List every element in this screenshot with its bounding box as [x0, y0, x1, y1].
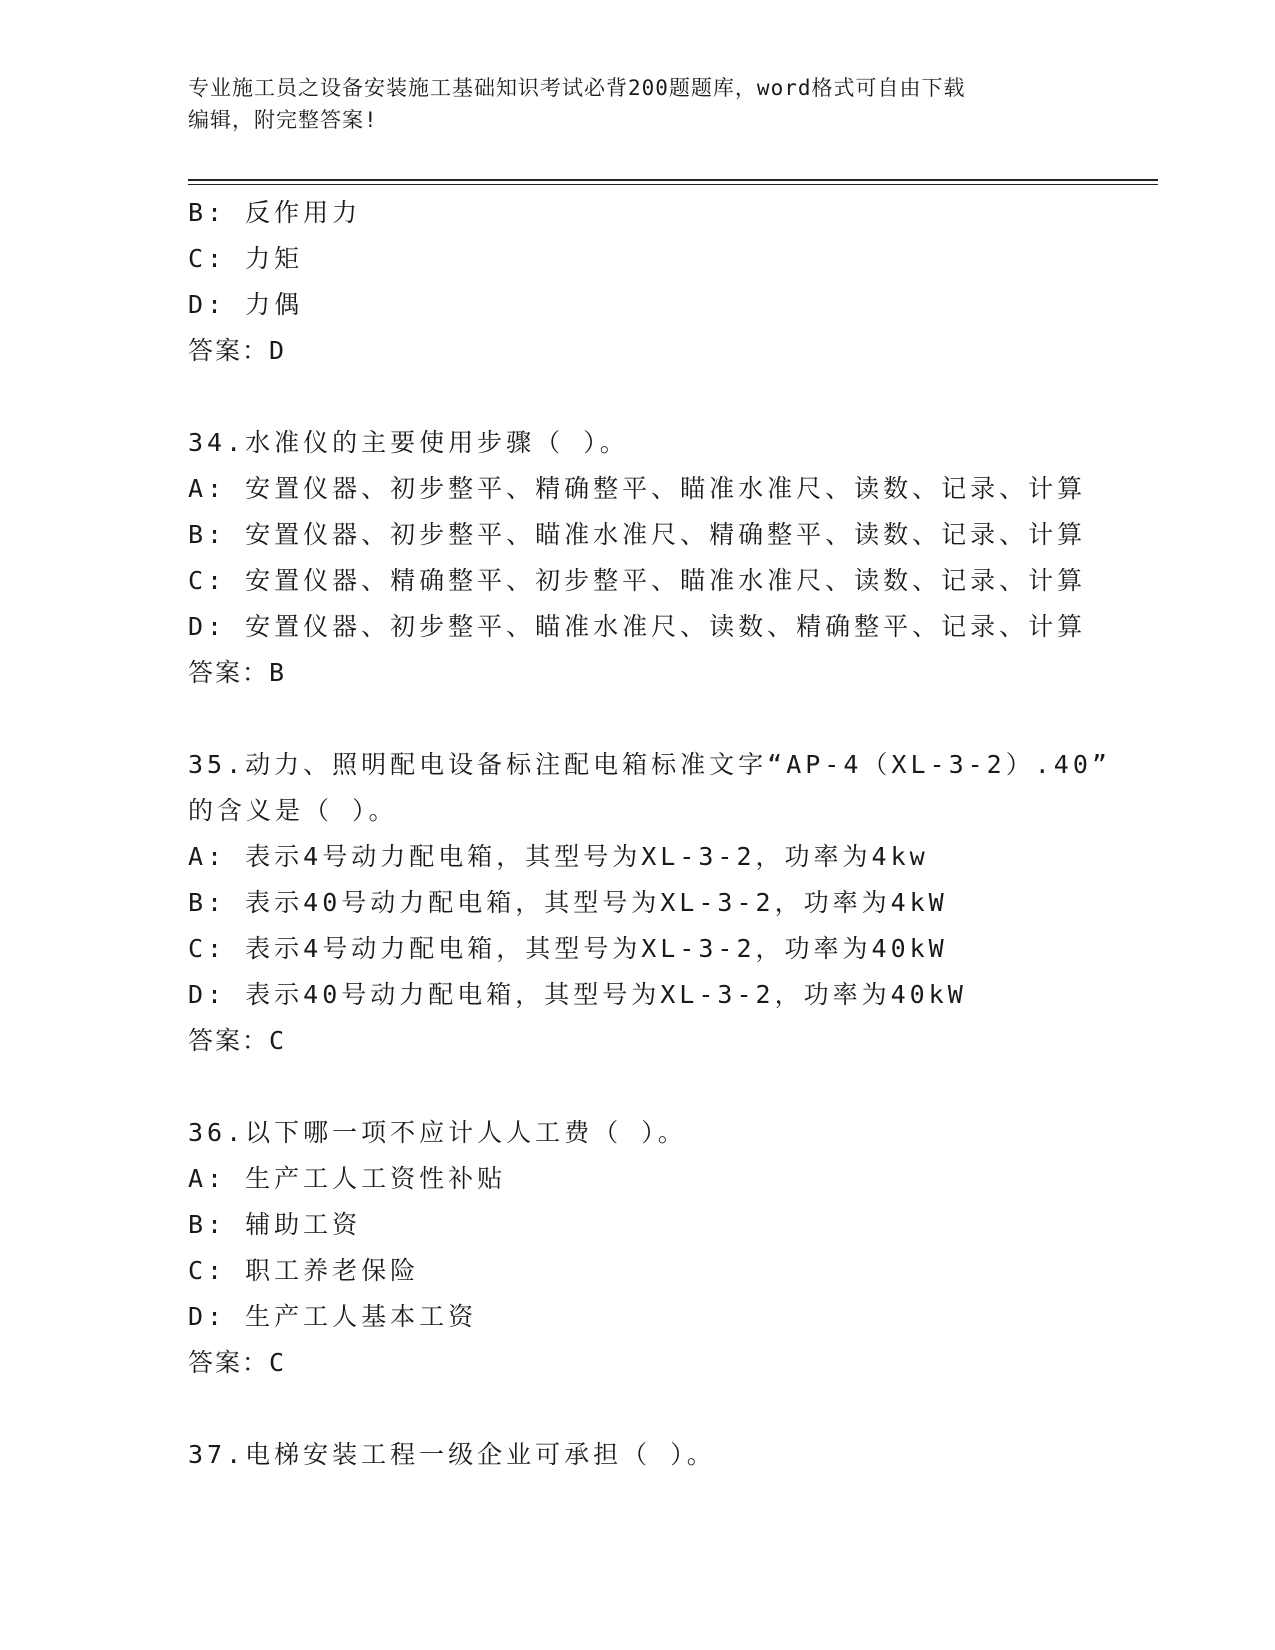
- question-37: [188, 1432, 1188, 1478]
- question-text-line-1: 35.动力、照明配电设备标注配电箱标准文字“AP-4（XL-3-2）.40”: [188, 750, 1111, 779]
- option-c: C: 力矩: [188, 244, 304, 273]
- question-text-line-2: 的含义是（ ）。: [188, 796, 398, 825]
- option-b: B: 辅助工资: [188, 1210, 362, 1239]
- option-b: B: 安置仪器、初步整平、瞄准水准尺、精确整平、读数、记录、计算: [188, 520, 1087, 549]
- option-d: D: 力偶: [188, 290, 304, 319]
- option-c: C: 职工养老保险: [188, 1256, 420, 1285]
- option-d: D: 生产工人基本工资: [188, 1302, 478, 1331]
- question-text: 34.水准仪的主要使用步骤（ ）。: [188, 428, 629, 457]
- question-36: [188, 1110, 1188, 1386]
- header-divider-thin: [188, 184, 1158, 185]
- question-text: 36.以下哪一项不应计人人工费（ ）。: [188, 1118, 687, 1147]
- option-a: A: 生产工人工资性补贴: [188, 1164, 507, 1193]
- option-c: C: 表示4号动力配电箱，其型号为XL-3-2，功率为40kW: [188, 934, 948, 963]
- question-text: 37.电梯安装工程一级企业可承担（ ）。: [188, 1440, 716, 1469]
- option-b: B: 表示40号动力配电箱，其型号为XL-3-2，功率为4kW: [188, 888, 948, 917]
- header-title-line-1: 专业施工员之设备安装施工基础知识考试必背200题题库，word格式可自由下载: [188, 76, 966, 100]
- question-list: [188, 190, 1188, 1478]
- header-title-line-2: 编辑，附完整答案!: [188, 108, 378, 132]
- question-33-continued: [188, 190, 1188, 374]
- page-header: [188, 72, 1088, 136]
- answer-line: 答案：C: [188, 1026, 287, 1055]
- option-b: B: 反作用力: [188, 198, 362, 227]
- option-d: D: 安置仪器、初步整平、瞄准水准尺、读数、精确整平、记录、计算: [188, 612, 1087, 641]
- header-divider-thick: [188, 179, 1158, 181]
- answer-line: 答案：B: [188, 658, 287, 687]
- option-a: A: 安置仪器、初步整平、精确整平、瞄准水准尺、读数、记录、计算: [188, 474, 1087, 503]
- answer-line: 答案：C: [188, 1348, 287, 1377]
- question-35: [188, 742, 1188, 1064]
- option-a: A: 表示4号动力配电箱，其型号为XL-3-2，功率为4kw: [188, 842, 929, 871]
- option-d: D: 表示40号动力配电箱，其型号为XL-3-2，功率为40kW: [188, 980, 967, 1009]
- answer-line: 答案：D: [188, 336, 287, 365]
- option-c: C: 安置仪器、精确整平、初步整平、瞄准水准尺、读数、记录、计算: [188, 566, 1087, 595]
- question-34: [188, 420, 1188, 696]
